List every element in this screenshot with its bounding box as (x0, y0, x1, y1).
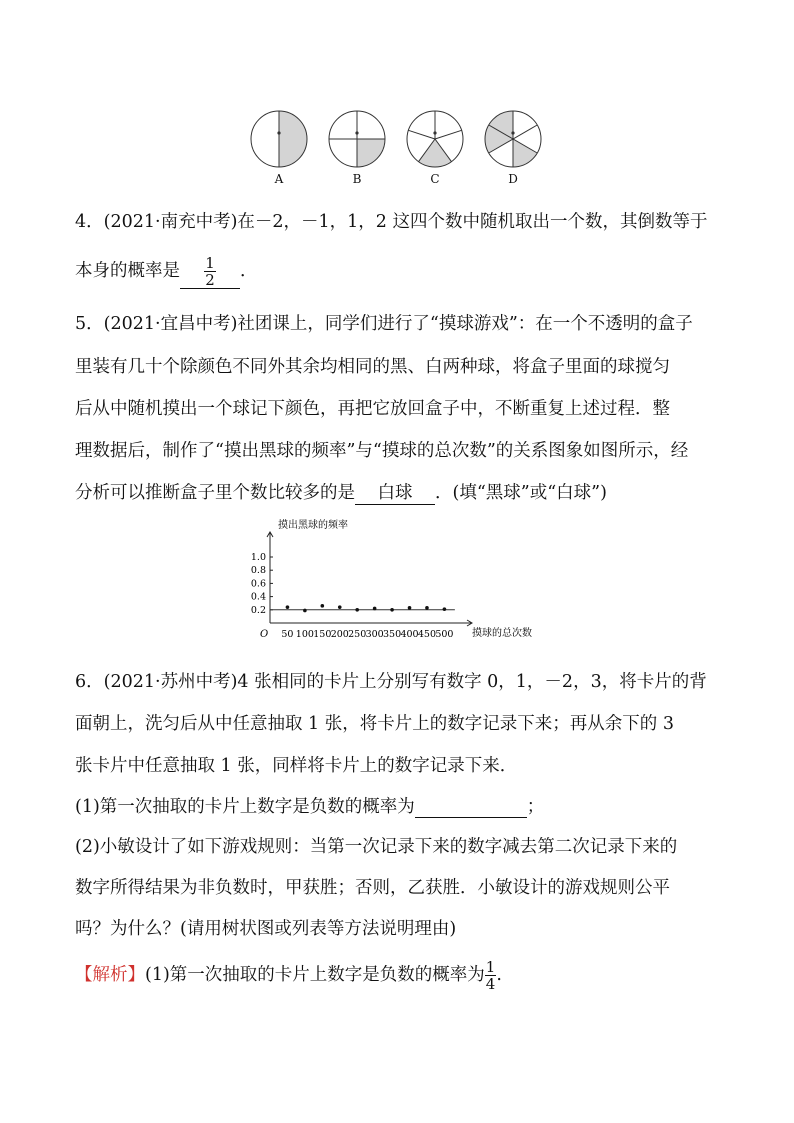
chart-data-point (286, 605, 290, 609)
chart-y-tick-label: 0.8 (250, 565, 266, 577)
chart-x-tick-label: 100 (295, 629, 314, 640)
q4-text2: 本身的概率是 (75, 261, 180, 281)
q6-part1-blank (415, 797, 527, 818)
chart-x-tick-label: 250 (348, 629, 367, 640)
q5-text5: 分析可以推断盒子里个数比较多的是 (75, 483, 355, 503)
q4-answer-numerator: 1 (205, 254, 215, 272)
q5-line4: 理数据后，制作了“摸出黑球的频率”与“摸球的总次数”的关系图象如图所示，经 (75, 441, 689, 461)
q6-part1-end: ； (526, 797, 545, 817)
chart-data-point (338, 605, 342, 609)
chart-x-tick-label: 200 (330, 629, 349, 640)
circle-c (407, 111, 463, 167)
chart-data-point (425, 606, 429, 610)
chart-y-tick-label: 1.0 (250, 552, 266, 563)
solution-line (75, 958, 502, 992)
solution-text: (1)第一次抽取的卡片上数字是负数的概率为 (145, 965, 485, 985)
circle-label-c: C (430, 172, 440, 186)
solution-numerator: 1 (485, 958, 496, 976)
solution-fraction (485, 959, 497, 992)
q6-part1 (75, 796, 544, 818)
q4-number: 4． (75, 212, 104, 232)
q4-text: 在－2，－1，1，2 这四个数中随机取出一个数，其倒数等于 (237, 212, 708, 232)
q5-line2: 里装有几十个除颜色不同外其余均相同的黑、白两种球，将盒子里面的球搅匀 (75, 357, 670, 377)
chart-data-point (390, 608, 394, 612)
q6-line2: 面朝上，洗匀后从中任意抽取 1 张，将卡片上的数字记录下来；再从余下的 3 (75, 714, 674, 734)
chart-x-tick-label: 450 (417, 629, 437, 640)
q4-source: (2021·南充中考) (103, 212, 238, 232)
circle-a (251, 111, 307, 167)
chart-data-point (408, 606, 412, 610)
chart-data-point (443, 607, 447, 611)
chart-y-tick-label: 0.6 (250, 578, 266, 590)
q6-part2-line1: (2)小敏设计了如下游戏规则：当第一次记录下来的数字减去第二次记录下来的 (75, 837, 678, 857)
solution-tag: 【解析】 (75, 965, 145, 985)
chart-x-tick-label: 150 (313, 629, 332, 640)
chart-x-tick-label: 400 (400, 629, 419, 640)
chart-data-point (355, 608, 359, 612)
solution-end: . (496, 965, 502, 985)
q6-line1 (75, 671, 707, 693)
q5-number: 5． (75, 314, 104, 334)
q5-answer-blank: 白球 (355, 482, 435, 505)
q6-part2-line3: 吗？为什么？(请用树状图或列表等方法说明理由) (75, 919, 457, 939)
chart-x-tick-label: 50 (281, 629, 294, 640)
q5-text1: 社团课上，同学们进行了“摸球游戏”：在一个不透明的盒子 (237, 314, 693, 334)
chart-data-point (303, 609, 307, 613)
chart-ylabel: 摸出黑球的频率 (278, 520, 348, 531)
chart-y-tick-label: 0.4 (250, 591, 266, 603)
q6-line3: 张卡片中任意抽取 1 张，同样将卡片上的数字记录下来． (75, 756, 518, 776)
chart-origin-label: O (260, 629, 269, 640)
chart-x-tick-label: 350 (383, 629, 402, 640)
chart-x-tick-label: 300 (365, 629, 384, 640)
chart-xlabel: 摸球的总次数 (472, 628, 532, 639)
q5-text5-end: ．(填“黑球”或“白球”) (435, 483, 607, 503)
circle-d (485, 111, 541, 167)
q6-text1: 4 张相同的卡片上分别写有数字 0，1，－2，3，将卡片的背 (237, 672, 707, 692)
circle-label-b: B (352, 172, 362, 186)
circle-label-d: D (508, 172, 518, 186)
q6-number: 6． (75, 672, 104, 692)
solution-denominator: 4 (485, 975, 496, 993)
q4-answer-blank (180, 254, 240, 289)
circle-label-a: A (274, 172, 284, 186)
q4-line2 (75, 254, 258, 289)
chart-x-tick-label: 500 (435, 629, 454, 640)
q4-end: ． (240, 261, 258, 281)
frequency-chart (250, 518, 560, 644)
spinner-circles-figure (240, 105, 560, 175)
q5-line5 (75, 482, 607, 505)
chart-data-point (373, 607, 377, 611)
q4-line1 (75, 211, 708, 233)
chart-y-tick-label: 0.2 (250, 604, 266, 616)
q5-line1 (75, 313, 693, 335)
q4-answer-fraction (204, 255, 216, 288)
q4-answer-denominator: 2 (205, 271, 215, 289)
q5-line3: 后从中随机摸出一个球记下颜色，再把它放回盒子中，不断重复上述过程．整 (75, 399, 670, 419)
q5-source: (2021·宜昌中考) (103, 314, 238, 334)
q6-part2-line2: 数字所得结果为非负数时，甲获胜；否则，乙获胜．小敏设计的游戏规则公平 (75, 878, 670, 898)
chart-data-point (321, 604, 325, 608)
q6-part1-text: (1)第一次抽取的卡片上数字是负数的概率为 (75, 797, 415, 817)
circle-b (329, 111, 385, 167)
q6-source: (2021·苏州中考) (103, 672, 238, 692)
